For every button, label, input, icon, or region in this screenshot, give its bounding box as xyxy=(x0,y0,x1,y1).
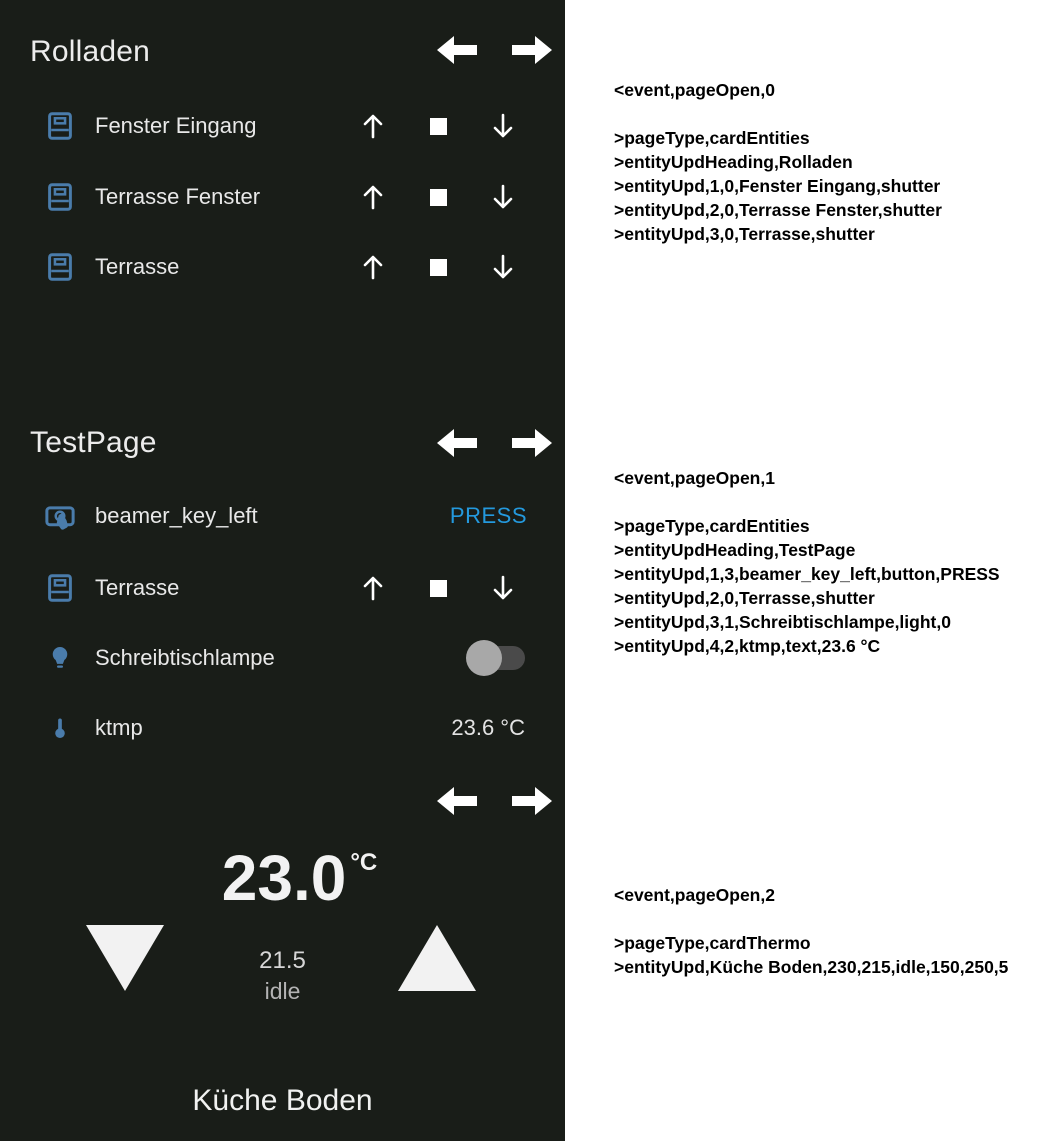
protocol-line: >pageType,cardEntities xyxy=(614,516,810,536)
nav-arrows xyxy=(437,34,552,66)
shutter-controls xyxy=(353,245,523,289)
shutter-stop-button[interactable] xyxy=(418,566,458,610)
entity-label: beamer_key_left xyxy=(95,503,258,528)
entity-row-schreibtischlampe xyxy=(0,636,565,680)
shutter-stop-button[interactable] xyxy=(418,104,458,148)
protocol-line: >entityUpdHeading,TestPage xyxy=(614,540,856,560)
protocol-event-line: <event,pageOpen,2 xyxy=(614,885,775,905)
entity-row-beamer-key-left xyxy=(0,494,565,538)
press-button[interactable]: PRESS xyxy=(449,503,527,528)
arrow-up-icon xyxy=(360,182,386,212)
entity-row-fenster-eingang xyxy=(0,104,565,148)
protocol-line: >entityUpd,1,3,beamer_key_left,button,PRESS xyxy=(614,564,1000,584)
protocol-event-line: <event,pageOpen,0 xyxy=(614,80,775,100)
arrow-left-icon xyxy=(437,34,477,66)
arrow-down-icon xyxy=(490,182,516,212)
shutter-icon xyxy=(42,566,78,610)
entity-label: ktmp xyxy=(95,715,143,740)
shutter-icon xyxy=(42,104,78,148)
temperature-value: 23.6 °C xyxy=(451,715,525,740)
shutter-down-button[interactable] xyxy=(483,175,523,219)
protocol-line: >pageType,cardThermo xyxy=(614,933,811,953)
shutter-icon xyxy=(42,175,78,219)
arrow-down-icon xyxy=(490,573,516,603)
card-heading: Rolladen xyxy=(30,35,151,68)
protocol-line: >entityUpd,3,1,Schreibtischlampe,light,0 xyxy=(614,612,951,632)
nav-next-button[interactable] xyxy=(512,427,552,459)
shutter-icon xyxy=(42,245,78,289)
shutter-up-button[interactable] xyxy=(353,175,393,219)
target-temp: 21.5 xyxy=(259,947,306,974)
nav-next-button[interactable] xyxy=(512,785,552,817)
protocol-block-page1 xyxy=(614,466,1000,658)
arrow-right-icon xyxy=(512,34,552,66)
nav-arrows xyxy=(437,785,552,817)
protocol-line: >entityUpd,2,0,Terrasse,shutter xyxy=(614,588,875,608)
shutter-down-button[interactable] xyxy=(483,245,523,289)
nav-prev-button[interactable] xyxy=(437,34,477,66)
shutter-controls xyxy=(353,566,523,610)
current-temp-value: 23.0 xyxy=(221,842,347,914)
gesture-tap-icon xyxy=(42,494,78,538)
entity-label: Terrasse xyxy=(95,254,180,279)
arrow-right-icon xyxy=(512,427,552,459)
entity-label: Fenster Eingang xyxy=(95,113,257,138)
arrow-right-icon xyxy=(512,785,552,817)
arrow-left-icon xyxy=(437,427,477,459)
entity-label: Terrasse Fenster xyxy=(95,184,261,209)
temp-unit: °C xyxy=(350,849,378,876)
entity-label: Schreibtischlampe xyxy=(95,645,275,670)
nav-prev-button[interactable] xyxy=(437,427,477,459)
arrow-up-icon xyxy=(360,252,386,282)
arrow-up-icon xyxy=(360,111,386,141)
hvac-state: idle xyxy=(264,978,301,1004)
arrow-down-icon xyxy=(490,252,516,282)
entity-row-terrasse xyxy=(0,245,565,289)
card-heading: TestPage xyxy=(30,426,157,459)
protocol-line: >entityUpd,4,2,ktmp,text,23.6 °C xyxy=(614,636,881,656)
protocol-line: >entityUpdHeading,Rolladen xyxy=(614,152,853,172)
shutter-up-button[interactable] xyxy=(353,245,393,289)
nav-prev-button[interactable] xyxy=(437,785,477,817)
arrow-left-icon xyxy=(437,785,477,817)
lightbulb-icon xyxy=(42,636,78,680)
entity-label: Terrasse xyxy=(95,575,180,600)
thermo-title: Küche Boden xyxy=(192,1084,373,1117)
shutter-controls xyxy=(353,175,523,219)
protocol-block-page2 xyxy=(614,883,1008,979)
protocol-line: >entityUpd,2,0,Terrasse Fenster,shutter xyxy=(614,200,942,220)
protocol-line: >entityUpd,1,0,Fenster Eingang,shutter xyxy=(614,176,941,196)
protocol-line: >entityUpd,3,0,Terrasse,shutter xyxy=(614,224,875,244)
protocol-line: >pageType,cardEntities xyxy=(614,128,810,148)
light-toggle[interactable] xyxy=(471,646,525,670)
entity-row-terrasse xyxy=(0,566,565,610)
stop-icon xyxy=(430,189,447,206)
stop-icon xyxy=(430,259,447,276)
shutter-up-button[interactable] xyxy=(353,104,393,148)
arrow-up-icon xyxy=(360,573,386,603)
stop-icon xyxy=(430,118,447,135)
entity-row-ktmp xyxy=(0,706,565,750)
protocol-block-page0 xyxy=(614,78,942,246)
thermometer-icon xyxy=(42,706,78,750)
shutter-stop-button[interactable] xyxy=(418,175,458,219)
nav-arrows xyxy=(437,427,552,459)
shutter-up-button[interactable] xyxy=(353,566,393,610)
protocol-line: >entityUpd,Küche Boden,230,215,idle,150,250,5 xyxy=(614,957,1009,977)
shutter-down-button[interactable] xyxy=(483,104,523,148)
protocol-event-line: <event,pageOpen,1 xyxy=(614,468,775,488)
stop-icon xyxy=(430,580,447,597)
toggle-knob[interactable] xyxy=(466,640,502,676)
shutter-controls xyxy=(353,104,523,148)
shutter-down-button[interactable] xyxy=(483,566,523,610)
current-temperature xyxy=(0,843,565,913)
nav-next-button[interactable] xyxy=(512,34,552,66)
shutter-stop-button[interactable] xyxy=(418,245,458,289)
entity-row-terrasse-fenster xyxy=(0,175,565,219)
arrow-down-icon xyxy=(490,111,516,141)
